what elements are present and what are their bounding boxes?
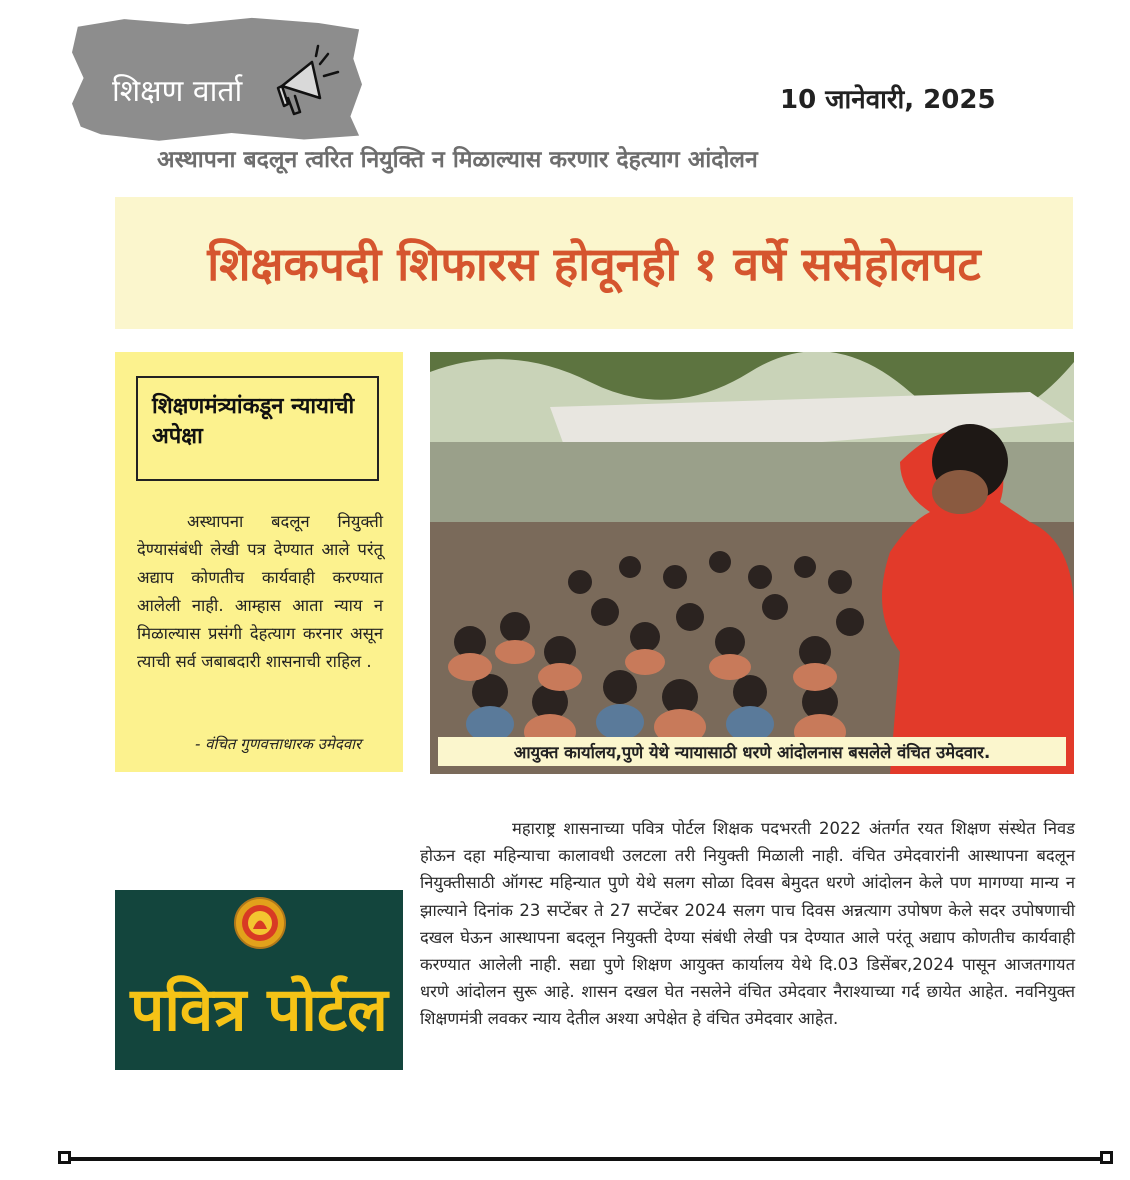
rule-left-handle: [58, 1151, 71, 1164]
bottom-rule: [66, 1157, 1108, 1161]
protest-photo: [430, 352, 1074, 774]
sidebar-attribution: - वंचित गुणवत्ताधारक उमेदवार: [195, 735, 362, 753]
article-subheadline: अस्थापना बदलून त्वरित नियुक्ति न मिळाल्यास करणार देहत्याग आंदोलन: [157, 147, 758, 173]
photo-caption: आयुक्त कार्यालय,पुणे येथे न्यायासाठी धरणे आंदोलनास बसलेले वंचित उमेदवार.: [438, 737, 1066, 766]
sidebar-quote: अस्थापना बदलून नियुक्ती देण्यासंबंधी लेखी पत्र देण्यात आले परंतू अद्याप कोणतीच कार्यवाही करण्यात आलेली नाही. आम्हास आता न्याय न मिळाल्यास प्रसंगी देहत्याग करनार असून त्याची सर्व जबाबदारी शासनाची राहिल .: [137, 512, 383, 671]
brand-title: शिक्षण वार्ता: [112, 74, 243, 109]
portal-logo-text: पवित्र पोर्टल: [130, 975, 388, 1045]
headline-band: [115, 197, 1073, 329]
issue-date: 10 जानेवारी, 2025: [780, 85, 996, 115]
pavitra-portal-logo: [115, 890, 403, 1070]
article-body: महाराष्ट्र शासनाच्या पवित्र पोर्टल शिक्षक पदभरती 2022 अंतर्गत रयत शिक्षण संस्थेत निवड होऊन दहा महिन्याचा कालावधी उलटला तरी नियुक्ती मिळाली नाही. वंचित उमेदवारांनी आस्थापना बदलून नियुक्तीसाठी ऑगस्ट महिन्यात पुणे येथे सलग सोळा दिवस बेमुदत धरणे आंदोलन केले पण मागण्या मान्य न झाल्याने दिनांक 23 सप्टेंबर ते 27 सप्टेंबर 2024 सलग पाच दिवस अन्नत्याग उपोषण केले सदर उपोषणाची दखल घेऊन आस्थापना बदलून नियुक्ती देण्या संबंधी लेखी पत्र देण्यात आले परंतू अद्याप कोणतीच कार्यवाही करण्यात आलेली नाही. सद्या पुणे शिक्षण आयुक्त कार्यालय येथे दि.03 डिसेंबर,2024 पासून आजतगायत धरणे आंदोलन सुरू आहे. शासन दखल घेत नसलेने वंचित उमेदवार नैराश्याच्या गर्द छायेत आहेत. नवनियुक्त शिक्षणमंत्री लवकर न्याय देतील अश्या अपेक्षेत हे वंचित उमेदवार आहेत.: [420, 819, 1075, 1029]
article-headline: शिक्षकपदी शिफारस होवूनही १ वर्षे ससेहोलपट: [207, 237, 981, 291]
sidebar-title: शिक्षणमंत्र्यांकडून न्यायाची अपेक्षा: [136, 376, 379, 481]
megaphone-icon: [268, 42, 348, 122]
maharashtra-seal-icon: [233, 896, 287, 950]
sidebar-quote-box: [115, 352, 403, 772]
rule-right-handle: [1100, 1151, 1113, 1164]
protest-photo-image: [430, 352, 1074, 774]
